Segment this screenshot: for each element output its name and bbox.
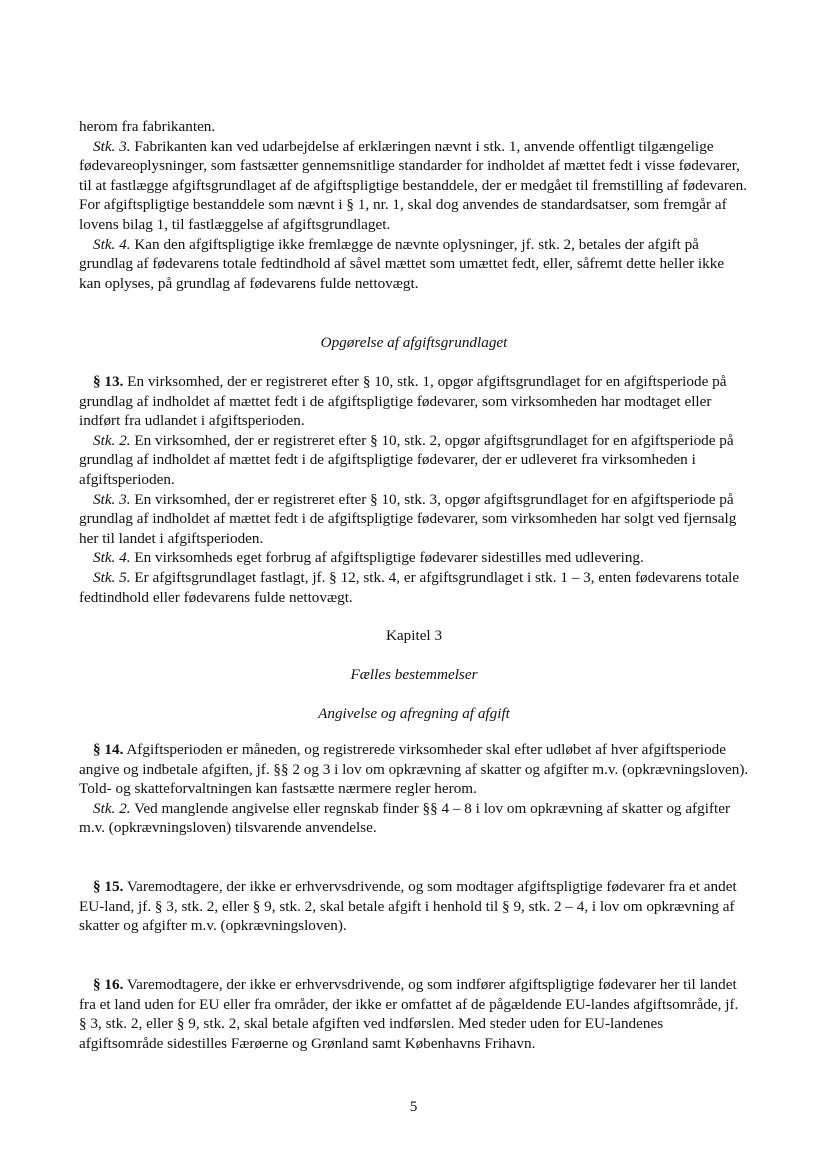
s15-main — [79, 877, 749, 936]
section-14 — [79, 740, 749, 838]
s12-stk4 — [79, 235, 749, 294]
heading-faelles: Fælles bestemmelser — [350, 666, 478, 683]
continuation-line: herom fra fabrikanten. — [79, 118, 216, 135]
stk-label: Stk. 4. — [93, 235, 131, 253]
paragraph-number: § 16. — [93, 976, 124, 993]
s13-stk2 — [79, 431, 749, 490]
paragraph-text: Afgiftsperioden er måneden, og registrerede virksomheder skal efter udløbet af hver afgiftsperiode angive og indbetale afgiften, jf. §§ 2 og 3 i lov om opkrævning af skatter og afgifter m.v. (opkrævningsloven). Told- og skatteforvaltningen kan fastsætte nærmere regler herom. — [79, 741, 749, 798]
s13-stk3 — [79, 490, 749, 549]
stk-label: Stk. 2. — [93, 799, 131, 817]
chapter-title: Kapitel 3 — [385, 627, 443, 644]
paragraph-number: § 15. — [93, 878, 124, 895]
heading-opgoerelse: Opgørelse af afgiftsgrundlaget — [320, 334, 508, 351]
paragraph-number: § 13. — [93, 373, 124, 390]
s13-stk4 — [79, 548, 749, 568]
stk-text: Er afgiftsgrundlaget fastlagt, jf. § 12, stk. 4, er afgiftsgrundlaget i stk. 1 – 3, enten fødevarens totale fedtindhold eller fødevarens fulde nettovægt. — [79, 568, 740, 606]
s13-main — [79, 372, 749, 431]
section-15 — [79, 877, 749, 936]
paragraph-text: En virksomhed, der er registreret efter § 10, stk. 1, opgør afgiftsgrundlaget for en afgiftsperiode på grundlag af indholdet af mættet fedt i de afgiftspligtige fødevarer, som virksomheden har modtaget eller indført fra udlandet i afgiftsperioden. — [79, 373, 727, 430]
stk-text: Kan den afgiftspligtige ikke fremlægge de nævnte oplysninger, jf. stk. 2, betales der afgift på grundlag af fødevarens totale fedtindhold af såvel mættet som umættet fedt, eller, såfremt dette heller ikke kan oplyses, på grundlag af fødevarens fulde nettovægt. — [79, 235, 725, 292]
section-16 — [79, 975, 749, 1053]
s12-stk3 — [79, 137, 749, 235]
paragraph-text: Varemodtagere, der ikke er erhvervsdrivende, og som modtager afgiftspligtige fødevarer fra et andet EU-land, jf. § 3, stk. 2, eller § 9, stk. 2, skal betale afgift i henhold til § 9, stk. 2 – 4, i lov om opkrævning af skatter og afgifter m.v. (opkrævningsloven). — [79, 878, 737, 935]
stk-label: Stk. 4. — [93, 549, 131, 567]
s14-main — [79, 740, 749, 799]
stk-label: Stk. 2. — [93, 431, 131, 449]
paragraph-number: § 14. — [93, 741, 124, 758]
stk-label: Stk. 5. — [93, 568, 131, 586]
stk-label: Stk. 3. — [93, 490, 131, 508]
stk-text: Fabrikanten kan ved udarbejdelse af erklæringen nævnt i stk. 1, anvende offentligt tilgængelige fødevareoplysninger, som fastsætter gennemsnitlige standarder for indholdet af mættet fedt i visse fødevarer, til at fastlægge afgiftsgrundlaget af de afgiftspligtige bestanddele, der er medgået til fremstilling af fødevaren. For afgiftspligtige bestanddele som nævnt i § 1, nr. 1, skal dog anvendes de standardsatser, som fremgår af lovens bilag 1, til fastlæggelse af afgiftsgrundlaget. — [79, 137, 748, 233]
stk-text: En virksomhed, der er registreret efter § 10, stk. 2, opgør afgiftsgrundlaget for en afgiftsperiode på grundlag af indholdet af mættet fedt i de afgiftspligtige fødevarer, der er udleveret fra virksomheden i afgiftsperioden. — [79, 431, 734, 488]
s14-stk2 — [79, 799, 749, 838]
section-13 — [79, 372, 749, 607]
stk-label: Stk. 3. — [93, 137, 131, 155]
heading-angivelse: Angivelse og afregning af afgift — [318, 705, 510, 722]
stk-text: Ved manglende angivelse eller regnskab finder §§ 4 – 8 i lov om opkrævning af skatter og afgifter m.v. (opkrævningsloven) tilsvarende anvendelse. — [79, 799, 731, 837]
s16-main — [79, 975, 749, 1053]
s13-stk5 — [79, 568, 749, 607]
section-12-continuation — [79, 117, 749, 293]
paragraph-text: Varemodtagere, der ikke er erhvervsdrivende, og som indfører afgiftspligtige fødevarer her til landet fra et land uden for EU eller fra områder, der ikke er omfattet af de pågældende EU-landes afgiftsområde, jf. § 3, stk. 2, eller § 9, stk. 2, skal betale afgiften ved indførslen. Med steder uden for EU-landenes afgiftsområde sidestilles Færøerne og Grønland samt Københavns Frihavn. — [79, 976, 739, 1052]
stk-text: En virksomheds eget forbrug af afgiftspligtige fødevarer sidestilles med udlevering. — [130, 549, 644, 567]
stk-text: En virksomhed, der er registreret efter § 10, stk. 3, opgør afgiftsgrundlaget for en afgiftsperiode på grundlag af indholdet af mættet fedt i de afgiftspligtige fødevarer, som virksomheden har solgt ved fjernsalg her til landet i afgiftsperioden. — [79, 490, 737, 547]
page-number: 5 — [409, 1098, 418, 1115]
